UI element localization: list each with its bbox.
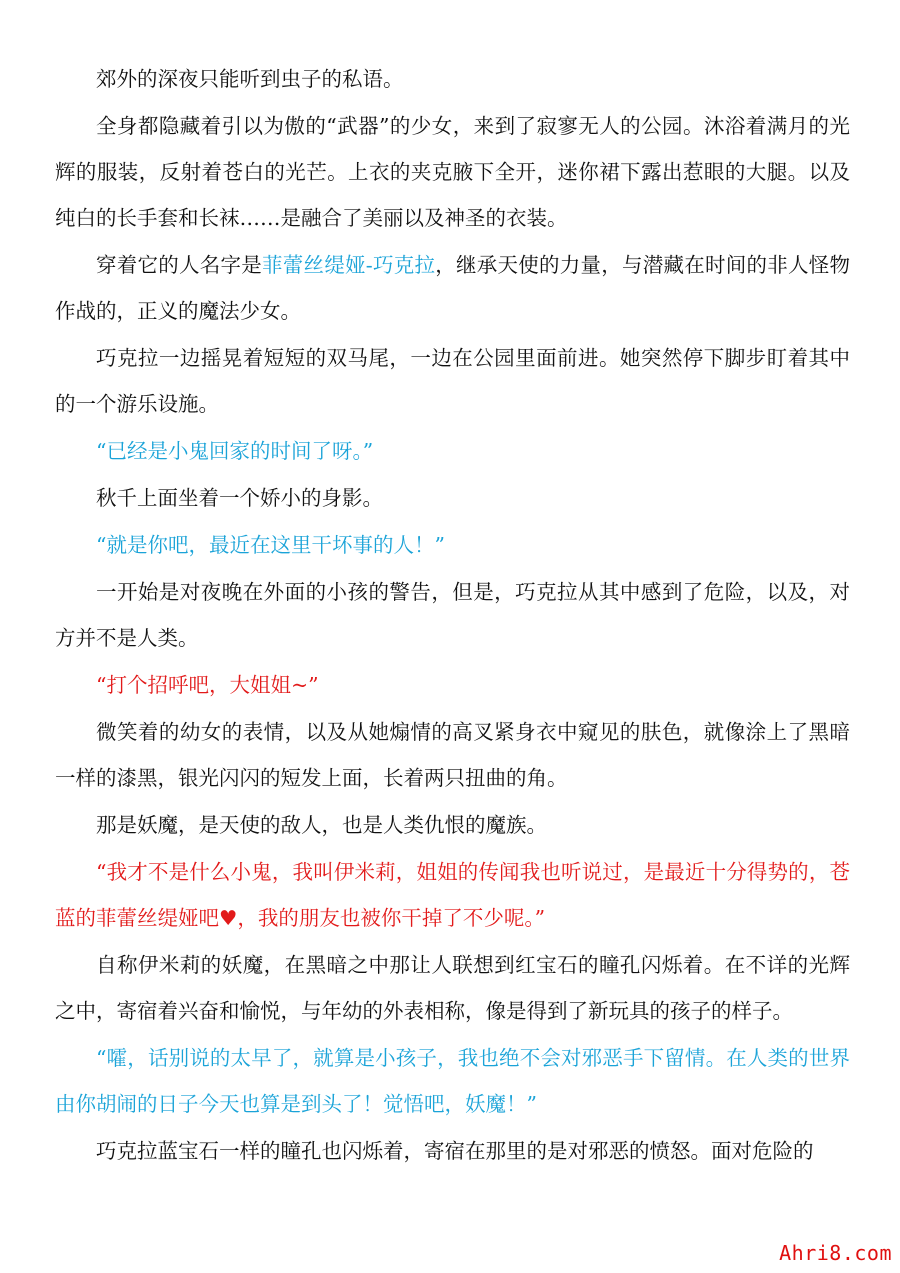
paragraph-1-text: 郊外的深夜只能听到虫子的私语。 [96, 67, 404, 91]
dialogue-heroine-3-text: “嚯，话别说的太早了，就算是小孩子，我也绝不会对邪恶手下留情。在人类的世界由你胡闹的日子今天也算是到头了！觉悟吧，妖魔！” [55, 1046, 850, 1116]
paragraph-2 [55, 103, 850, 241]
paragraph-8-text: 一开始是对夜晚在外面的小孩的警告，但是，巧克拉从其中感到了危险，以及，对方并不是人类。 [55, 580, 850, 650]
paragraph-10 [55, 709, 850, 801]
dialogue-heroine-3 [55, 1035, 850, 1127]
paragraph-6-text: 秋千上面坐着一个娇小的身影。 [96, 486, 383, 510]
dialogue-demon-1-text: “打个招呼吧，大姐姐~” [96, 673, 319, 697]
paragraph-6 [55, 475, 850, 521]
paragraph-15-text: 巧克拉蓝宝石一样的瞳孔也闪烁着，寄宿在那里的是对邪恶的愤怒。面对危险的 [96, 1139, 814, 1163]
dialogue-heroine-1 [55, 428, 850, 474]
paragraph-3-text-a: 穿着它的人名字是 [96, 253, 263, 277]
paragraph-3-text-b: ，继承天使的力量，与潜藏在时间的非人怪物作战的，正义的魔法少女。 [55, 253, 851, 323]
document-body [55, 56, 850, 1175]
paragraph-13 [55, 942, 850, 1034]
paragraph-4-text: 巧克拉一边摇晃着短短的双马尾，一边在公园里面前进。她突然停下脚步盯着其中的一个游乐设施。 [55, 346, 850, 416]
dialogue-heroine-1-text: “已经是小鬼回家的时间了呀。” [96, 439, 374, 463]
paragraph-3 [55, 242, 850, 334]
paragraph-8 [55, 569, 850, 661]
dialogue-demon-1 [55, 662, 850, 708]
dialogue-demon-2 [55, 849, 850, 941]
watermark: Ahri8.com [779, 1241, 892, 1265]
paragraph-13-text: 自称伊米莉的妖魔，在黑暗之中那让人联想到红宝石的瞳孔闪烁着。在不详的光辉之中，寄宿着兴奋和愉悦，与年幼的外表相称，像是得到了新玩具的孩子的样子。 [55, 953, 850, 1023]
paragraph-4 [55, 335, 850, 427]
paragraph-11-text: 那是妖魔，是天使的敌人，也是人类仇恨的魔族。 [96, 813, 547, 837]
paragraph-11 [55, 802, 850, 848]
dialogue-demon-2-text: “我才不是什么小鬼，我叫伊米莉，姐姐的传闻我也听说过，是最近十分得势的，苍蓝的菲蕾丝缇娅吧♥，我的朋友也被你干掉了不少呢。” [55, 860, 850, 930]
heroine-name: 菲蕾丝缇娅-巧克拉 [262, 253, 436, 277]
paragraph-2-text: 全身都隐藏着引以为傲的“武器”的少女，来到了寂寥无人的公园。沐浴着满月的光辉的服装，反射着苍白的光芒。上衣的夹克腋下全开，迷你裙下露出惹眼的大腿。以及纯白的长手套和长袜……是融合了美丽以及神圣的衣装。 [55, 114, 850, 230]
dialogue-heroine-2 [55, 522, 850, 568]
paragraph-15 [55, 1128, 850, 1174]
dialogue-heroine-2-text: “就是你吧，最近在这里干坏事的人！” [96, 533, 445, 557]
paragraph-1 [55, 56, 850, 102]
paragraph-10-text: 微笑着的幼女的表情，以及从她煽情的高叉紧身衣中窥见的肤色，就像涂上了黑暗一样的漆黑，银光闪闪的短发上面，长着两只扭曲的角。 [55, 720, 850, 790]
